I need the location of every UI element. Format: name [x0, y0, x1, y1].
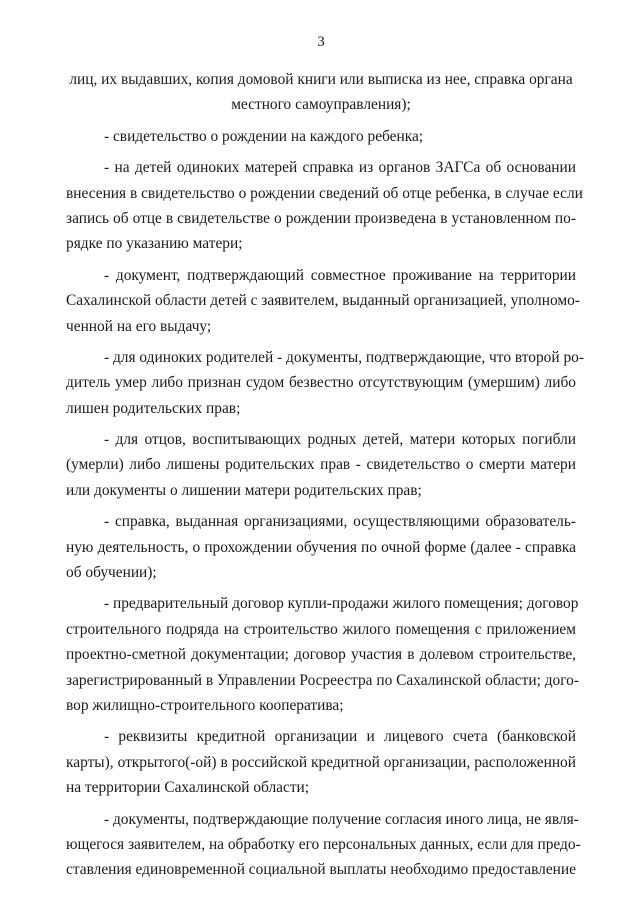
text-line: Сахалинской области детей с заявителем, выданный организацией, уполномо- [66, 292, 580, 310]
text-line: карты), открытого(-ой) в российской кредитной организации, расположенной [66, 753, 576, 771]
text-line: - документы, подтверждающие получение согласия иного лица, не явля- [104, 810, 579, 828]
text-line: рядке по указанию матери; [66, 235, 243, 253]
text-line: запись об отце в свидетельстве о рождении произведена в установленном по- [66, 209, 576, 227]
text-line: ную деятельность, о прохождении обучения по очной форме (далее - справка [66, 538, 576, 556]
text-line: зарегистрированный в Управлении Росреестра по Сахалинской области; дого- [66, 671, 579, 689]
paragraph [66, 591, 579, 718]
text-line: местного самоуправления); [231, 96, 411, 114]
paragraph [66, 263, 580, 339]
text-line: - реквизиты кредитной организации и лицевого счета (банковской [104, 728, 576, 746]
text-line: строительного подряда на строительство жилого помещения с приложением [66, 620, 576, 638]
paragraph [66, 155, 583, 257]
paragraph [66, 724, 576, 800]
text-line: - на детей одиноких матерей справка из органов ЗАГСа об основании [104, 159, 576, 177]
paragraph [66, 509, 576, 585]
paragraph [66, 807, 581, 883]
text-line: ставления единовременной социальной выплаты необходимо предоставление [66, 861, 576, 879]
text-line: об обучении); [66, 564, 157, 582]
text-line: (умерли) либо лишены родительских прав - свидетельство о смерти матери [66, 456, 576, 474]
text-line: на территории Сахалинской области; [66, 779, 310, 797]
paragraph [66, 345, 584, 421]
paragraph [66, 67, 576, 118]
text-line: ченной на его выдачу; [66, 317, 212, 335]
text-line: лиц, их выдавших, копия домовой книги или выписка из нее, справка органа [69, 71, 573, 88]
text-line: дитель умер либо признан судом безвестно отсутствующим (умершим) либо [66, 374, 576, 392]
text-line: - справка, выданная организациями, осуществляющими образователь- [104, 513, 576, 531]
text-line: - для отцов, воспитывающих родных детей, матери которых погибли [104, 431, 576, 449]
paragraph [66, 427, 576, 503]
text-line: проектно-сметной документации; договор участия в долевом строительстве, [66, 646, 576, 664]
text-line: - документ, подтверждающий совместное проживание на территории [104, 266, 576, 284]
text-line: вор жилищно-строительного кооператива; [66, 696, 344, 714]
text-line: - для одиноких родителей - документы, подтверждающие, что второй ро- [104, 348, 584, 366]
text-line: или документы о лишении матери родительских прав; [66, 481, 422, 499]
text-line: ющегося заявителем, на обработку его персональных данных, если для предо- [66, 835, 581, 853]
page-number: 3 [317, 34, 325, 50]
text-line: внесения в свидетельство о рождении сведений об отце ребенка, в случае если [66, 184, 583, 202]
paragraph [66, 124, 576, 149]
text-line: - предварительный договор купли-продажи жилого помещения; договор [104, 595, 579, 613]
text-line: лишен родительских прав; [66, 399, 241, 417]
document-body [66, 67, 584, 883]
text-line: - свидетельство о рождении на каждого ребенка; [104, 127, 424, 145]
